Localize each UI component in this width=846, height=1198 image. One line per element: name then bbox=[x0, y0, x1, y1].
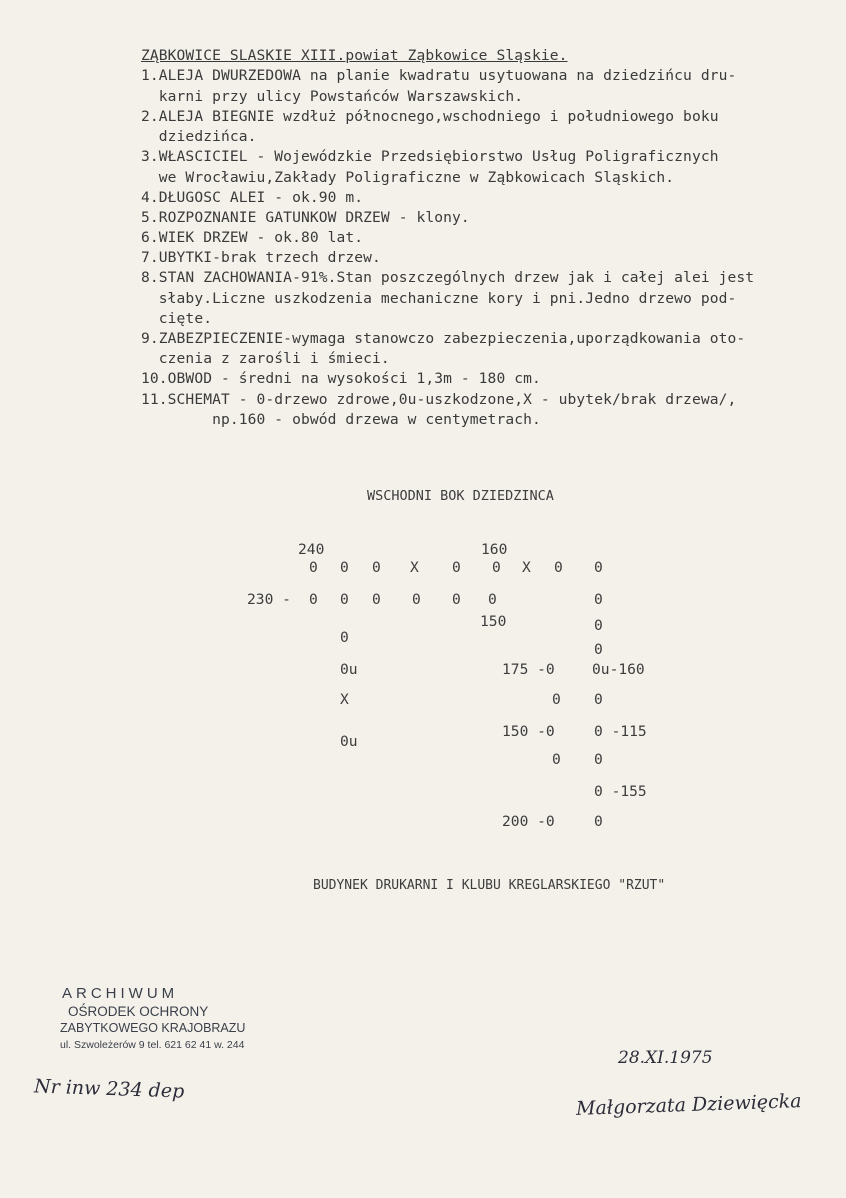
diagram-mark: 0 bbox=[594, 691, 603, 708]
stamp-line: ARCHIWUM bbox=[62, 985, 179, 1002]
diagram-mark: 0 -155 bbox=[594, 783, 647, 800]
document-line: 11.SCHEMAT - 0-drzewo zdrowe,0u-uszkodzone,X - ubytek/brak drzewa/, bbox=[141, 391, 737, 408]
diagram-mark: 0 bbox=[309, 591, 318, 608]
diagram-mark: X bbox=[340, 691, 349, 708]
stamp-line: OŚRODEK OCHRONY bbox=[68, 1004, 209, 1019]
document-line: 5.ROZPOZNANIE GATUNKOW DRZEW - klony. bbox=[141, 209, 470, 226]
diagram-mark: 0 bbox=[452, 591, 461, 608]
diagram-mark: 0u bbox=[340, 661, 358, 678]
diagram-mark: 0 bbox=[452, 559, 461, 576]
diagram-mark: 0 bbox=[594, 617, 603, 634]
document-line: 3.WŁASCICIEL - Wojewódzkie Przedsiębiorstwo Usług Poligraficznych bbox=[141, 148, 719, 165]
diagram-mark: 0 bbox=[594, 751, 603, 768]
diagram-mark: 200 -0 bbox=[502, 813, 555, 830]
document-line: czenia z zarośli i śmieci. bbox=[141, 350, 390, 367]
document-line: cięte. bbox=[141, 310, 213, 327]
handwritten-inventory-number: Nr inw 234 dep bbox=[33, 1075, 185, 1103]
document-line: słaby.Liczne uszkodzenia mechaniczne kory i pni.Jedno drzewo pod- bbox=[141, 290, 737, 307]
diagram-mark: 0 bbox=[554, 559, 563, 576]
document-title: ZĄBKOWICE SLASKIE XIII.powiat Ząbkowice Sląskie. bbox=[141, 47, 568, 64]
diagram-mark: 0 bbox=[594, 813, 603, 830]
diagram-mark: 150 bbox=[480, 613, 507, 630]
document-line: 1.ALEJA DWURZEDOWA na planie kwadratu usytuowana na dziedzińcu dru- bbox=[141, 67, 737, 84]
diagram-mark: 230 - bbox=[247, 591, 291, 608]
document-line: 4.DŁUGOSC ALEI - ok.90 m. bbox=[141, 189, 364, 206]
diagram-mark: 0 bbox=[594, 591, 603, 608]
document-line: 10.OBWOD - średni na wysokości 1,3m - 180 cm. bbox=[141, 370, 541, 387]
diagram-mark: 0u bbox=[340, 733, 358, 750]
document-line: 8.STAN ZACHOWANIA-91%.Stan poszczególnych drzew jak i całej alei jest bbox=[141, 269, 755, 286]
diagram-mark: 0 bbox=[340, 629, 349, 646]
diagram-mark: 0 bbox=[340, 591, 349, 608]
document-line: 6.WIEK DRZEW - ok.80 lat. bbox=[141, 229, 364, 246]
diagram-mark: 0 -115 bbox=[594, 723, 647, 740]
diagram-mark: 0u-160 bbox=[592, 661, 645, 678]
diagram-bottom-label: BUDYNEK DRUKARNI I KLUBU KREGLARSKIEGO "RZUT" bbox=[313, 878, 666, 893]
diagram-mark: X bbox=[410, 559, 419, 576]
diagram-mark: 0 bbox=[372, 591, 381, 608]
diagram-mark: 0 bbox=[340, 559, 349, 576]
document-line: 7.UBYTKI-brak trzech drzew. bbox=[141, 249, 381, 266]
document-line: dziedzińca. bbox=[141, 128, 257, 145]
diagram-mark: 175 -0 bbox=[502, 661, 555, 678]
diagram-mark: X bbox=[522, 559, 531, 576]
diagram-mark: 150 -0 bbox=[502, 723, 555, 740]
handwritten-date: 28.XI.1975 bbox=[618, 1048, 713, 1068]
document-line: karni przy ulicy Powstańców Warszawskich. bbox=[141, 88, 524, 105]
diagram-mark: 160 bbox=[481, 541, 508, 558]
diagram-mark: 0 bbox=[552, 751, 561, 768]
diagram-mark: 0 bbox=[488, 591, 497, 608]
document-line: 2.ALEJA BIEGNIE wzdłuż północnego,wschodniego i południowego boku bbox=[141, 108, 719, 125]
document-line: we Wrocławiu,Zakłady Poligraficzne w Ząbkowicach Sląskich. bbox=[141, 169, 675, 186]
diagram-mark: 0 bbox=[594, 559, 603, 576]
diagram-mark: 0 bbox=[372, 559, 381, 576]
document-line: 9.ZABEZPIECZENIE-wymaga stanowczo zabezpieczenia,uporządkowania oto- bbox=[141, 330, 746, 347]
stamp-line: ZABYTKOWEGO KRAJOBRAZU bbox=[60, 1021, 246, 1035]
diagram-mark: 240 bbox=[298, 541, 325, 558]
stamp-line: ul. Szwoleżerów 9 tel. 621 62 41 w. 244 bbox=[60, 1039, 245, 1051]
diagram-mark: 0 bbox=[552, 691, 561, 708]
diagram-mark: 0 bbox=[412, 591, 421, 608]
diagram-top-label: WSCHODNI BOK DZIEDZINCA bbox=[367, 488, 554, 504]
diagram-mark: 0 bbox=[594, 641, 603, 658]
handwritten-signature: Małgorzata Dziewięcka bbox=[575, 1090, 802, 1120]
diagram-mark: 0 bbox=[309, 559, 318, 576]
document-line: np.160 - obwód drzewa w centymetrach. bbox=[141, 411, 541, 428]
diagram-mark: 0 bbox=[492, 559, 501, 576]
